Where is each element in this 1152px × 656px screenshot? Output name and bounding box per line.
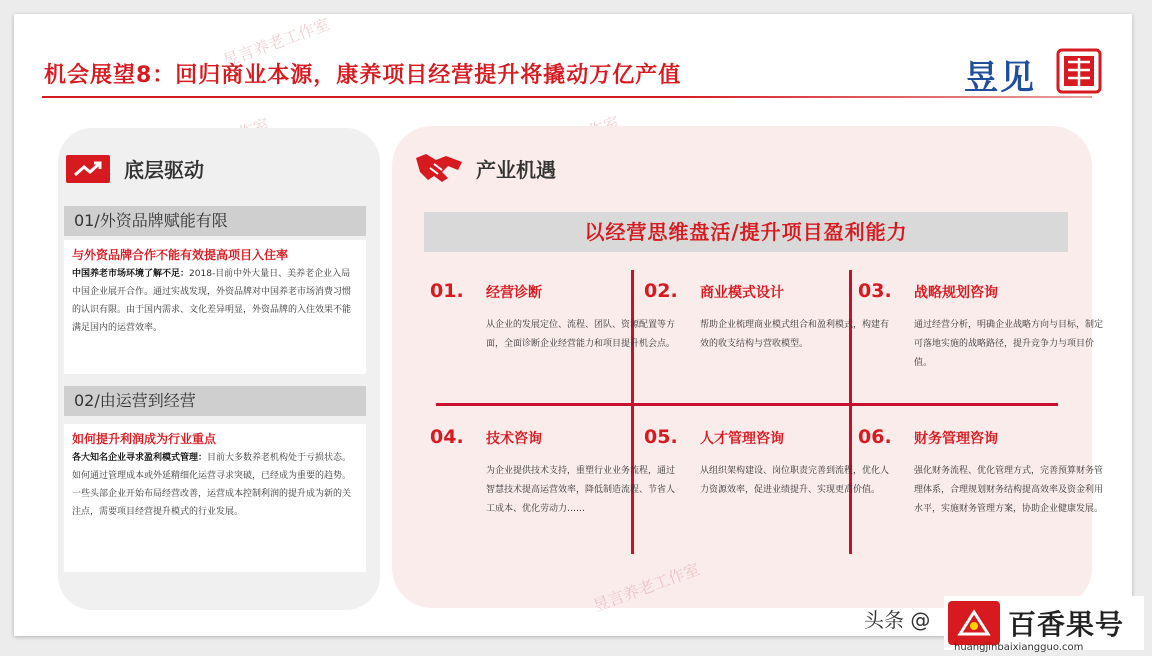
section-card	[64, 240, 366, 374]
handshake-icon	[414, 150, 464, 186]
left-panel-title: 底层驱动	[124, 158, 204, 182]
cell-body: 为企业提供技术支持，重塑行业业务流程，通过智慧技术提高运营效率，降低制造流程、节省人工成本、优化劳动力……	[486, 466, 676, 514]
cell-number: 05.	[644, 426, 678, 448]
cell-number: 02.	[644, 280, 678, 302]
cell-title: 经营诊断	[486, 285, 542, 301]
cell-body: 通过经营分析，明确企业战略方向与目标，制定可落地实施的战略路径，提升竞争力与项目价值。	[914, 320, 1104, 368]
cell-title: 战略规划咨询	[914, 285, 998, 301]
left-panel-header	[66, 154, 204, 183]
cell-title: 人才管理咨询	[700, 431, 784, 447]
trend-up-icon	[66, 155, 110, 183]
section-text: 2018-目前中外大量日、美养老企业入局中国企业展开合作。通过实战发现，外资品牌对中国养老市场消费习惯的认识有限。由于国内需求、文化差异明显，外资品牌的入住效果不能满足国内的运营效率。	[72, 269, 352, 333]
cell-title: 技术咨询	[486, 431, 542, 447]
section-lead: 中国养老市场环境了解不足：	[72, 269, 190, 279]
opportunity-cell	[914, 282, 1104, 373]
source-credit: 头条 @	[864, 608, 931, 632]
section-text: 目前大多数养老机构处于亏损状态。如何通过管理成本或外延精细化运营寻求突破，已经成为重要的趋势。一些头部企业开始布局经营改善，运营成本控制利润的提升成为新的关注点，需要项目经营提升模式的行业发展。	[72, 453, 352, 517]
cell-body: 强化财务流程、优化管理方式，完善预算财务管理体系，合理规划财务结构提高效率及资金利用水平，实施财务管理方案，协助企业健康发展。	[914, 466, 1104, 514]
seal-stamp-icon	[1056, 48, 1102, 94]
watermark: 昱言养老工作室	[220, 14, 333, 71]
cell-number: 01.	[430, 280, 464, 302]
section-bar: 02/由运营到经营	[64, 386, 366, 416]
section-heading: 与外资品牌合作不能有效提高项目入住率	[72, 248, 289, 262]
watermark: 昱言养老工作室	[590, 559, 703, 616]
cell-body: 从组织架构建设、岗位职责完善到流程，优化人力资源效率，促进业绩提升、实现更高价值。	[700, 466, 890, 495]
right-panel-title: 产业机遇	[476, 157, 556, 182]
section-body	[72, 449, 358, 521]
grid-divider	[436, 403, 1058, 406]
title-divider	[42, 96, 1092, 98]
section-card	[64, 424, 366, 572]
cell-title: 财务管理咨询	[914, 431, 998, 447]
opportunity-cell	[914, 428, 1104, 519]
section-heading: 如何提升利润成为行业重点	[72, 432, 217, 446]
brand-name: 百香果号	[1008, 608, 1125, 641]
cell-title: 商业模式设计	[700, 285, 784, 301]
section-bar: 01/外资品牌赋能有限	[64, 206, 366, 236]
logo-text: 昱见	[964, 58, 1036, 98]
cell-number: 03.	[858, 280, 892, 302]
brand-logo-icon	[948, 601, 1000, 645]
cell-number: 04.	[430, 426, 464, 448]
slide-title: 机会展望8：回归商业本源，康养项目经营提升将撬动万亿产值	[44, 63, 682, 88]
right-banner: 以经营思维盘活/提升项目盈利能力	[424, 212, 1068, 252]
cell-number: 06.	[858, 426, 892, 448]
section-lead: 各大知名企业寻求盈利模式管理：	[72, 453, 208, 463]
brand-url: huangjinbaixiangguo.com	[954, 642, 1084, 653]
cell-body: 帮助企业梳理商业模式组合和盈利模式，构建有效的收支结构与营收模型。	[700, 320, 890, 349]
cell-body: 从企业的发展定位、流程、团队、资源配置等方面，全面诊断企业经营能力和项目提升机会点。	[486, 320, 676, 349]
section-body	[72, 265, 358, 337]
right-panel-header	[414, 150, 556, 186]
